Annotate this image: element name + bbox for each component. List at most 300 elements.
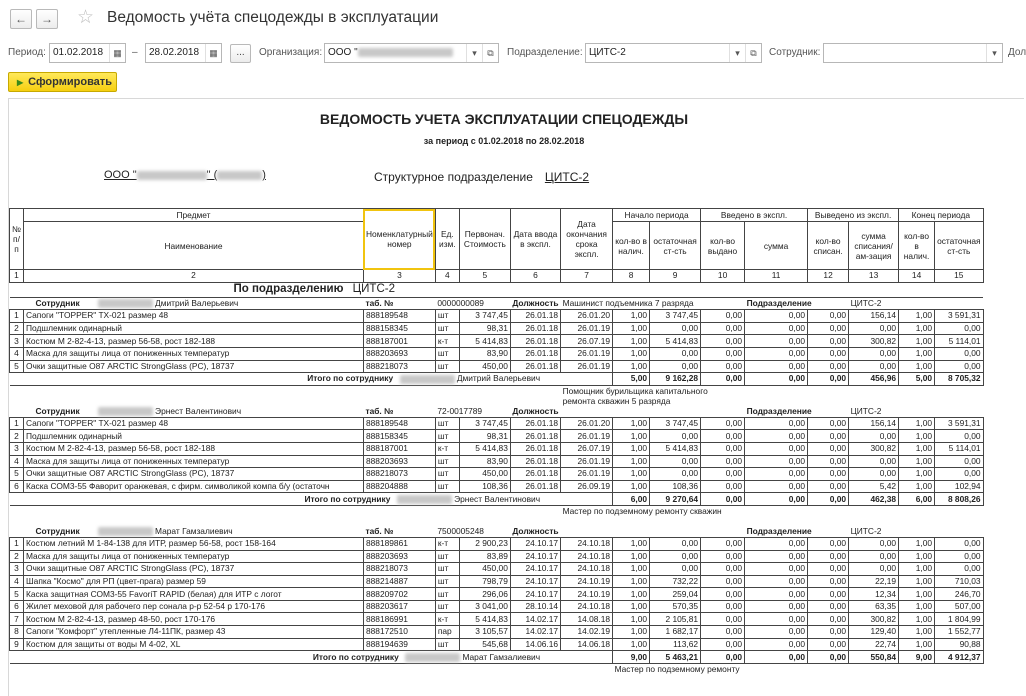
total-value: 456,96: [849, 373, 899, 386]
open-icon[interactable]: ⧉: [482, 44, 498, 62]
column-number: 11: [745, 270, 808, 283]
column-number: 1: [10, 270, 24, 283]
table-cell: 26.09.19: [561, 480, 613, 493]
table-cell: 1,00: [899, 588, 935, 601]
back-button[interactable]: [10, 9, 32, 29]
table-cell: 2: [10, 322, 24, 335]
table-cell: Маска для защиты лица от пониженных температур: [23, 550, 363, 563]
table-cell: Каска защитная СОМ3-55 FavoriT RAPID (белая) для ИТР с логот: [23, 588, 363, 601]
table-row[interactable]: [10, 575, 984, 588]
org-tail: " (: [206, 169, 218, 181]
table-cell: 0,00: [849, 347, 899, 360]
table-cell: 98,31: [459, 322, 510, 335]
org-close: ): [262, 169, 266, 181]
table-cell: 26.01.18: [510, 480, 560, 493]
table-cell: 1,00: [899, 626, 935, 639]
table-cell: 0,00: [701, 335, 745, 348]
col-header-end: Конец периода: [899, 209, 983, 222]
table-cell: 0,00: [701, 480, 745, 493]
total-value: 462,38: [849, 493, 899, 506]
period-select-button[interactable]: ...: [230, 44, 251, 63]
table-cell: шт: [435, 417, 459, 430]
table-cell: 0,00: [650, 468, 701, 481]
table-cell: 26.07.19: [561, 335, 613, 348]
table-cell: 0,00: [650, 537, 701, 550]
table-cell: 63,35: [849, 600, 899, 613]
forward-button[interactable]: [36, 9, 58, 29]
department-value: ЦИТС-2: [849, 385, 983, 417]
table-cell: 24.10.18: [561, 550, 613, 563]
dropdown-icon[interactable]: ▾: [986, 44, 1002, 62]
table-cell: Сапоги "TOPPER" TX-021 размер 48: [23, 417, 363, 430]
table-cell: 3: [10, 335, 24, 348]
table-row[interactable]: [10, 638, 984, 651]
period-label: Период:: [8, 47, 46, 58]
employee-name: Дмитрий Валерьевич: [155, 297, 239, 308]
table-cell: 7: [10, 613, 24, 626]
play-icon: ▶: [17, 78, 24, 87]
table-cell: Подшлемник одинарный: [23, 322, 363, 335]
table-cell: шт: [435, 563, 459, 576]
report-table: [9, 208, 984, 676]
table-cell: 0,00: [808, 310, 849, 323]
table-cell: 0,00: [701, 588, 745, 601]
table-cell: 0,00: [701, 600, 745, 613]
employee-label: Сотрудник:: [769, 47, 821, 58]
table-cell: 545,68: [459, 638, 510, 651]
total-value: 5 463,21: [650, 651, 701, 664]
table-row[interactable]: [10, 442, 984, 455]
total-value: 0,00: [745, 493, 808, 506]
column-number: 2: [23, 270, 363, 283]
table-cell: 26.01.18: [510, 335, 560, 348]
table-cell: 0,00: [935, 360, 983, 373]
department-field[interactable]: [585, 43, 762, 63]
table-cell: 0,00: [701, 613, 745, 626]
table-row[interactable]: [10, 550, 984, 563]
table-row[interactable]: [10, 468, 984, 481]
table-cell: 1,00: [613, 550, 650, 563]
total-value: 6,00: [899, 493, 935, 506]
table-cell: 0,00: [701, 442, 745, 455]
table-cell: 26.01.18: [510, 468, 560, 481]
open-icon[interactable]: ⧉: [745, 44, 761, 62]
table-cell: 26.01.19: [561, 347, 613, 360]
table-cell: 246,70: [935, 588, 983, 601]
table-row[interactable]: [10, 537, 984, 550]
table-cell: 4: [10, 575, 24, 588]
table-cell: 1,00: [899, 430, 935, 443]
table-cell: шт: [435, 480, 459, 493]
department-label: Подразделение:: [507, 47, 583, 58]
total-value: 9 270,64: [650, 493, 701, 506]
table-cell: 0,00: [935, 322, 983, 335]
table-cell: 8: [10, 626, 24, 639]
table-cell: 6: [10, 600, 24, 613]
table-cell: 24.10.18: [561, 600, 613, 613]
position-value: Мастер по подземному ремонту: [614, 664, 740, 675]
table-cell: 5 414,83: [650, 335, 701, 348]
report-organization: [104, 169, 266, 181]
table-cell: шт: [435, 588, 459, 601]
table-cell: 83,90: [459, 455, 510, 468]
table-cell: 0,00: [808, 455, 849, 468]
table-cell: 12,34: [849, 588, 899, 601]
org-prefix: ООО ": [104, 169, 137, 181]
column-numbers-row: [10, 270, 984, 283]
table-cell: 24.10.17: [510, 550, 560, 563]
table-cell: 26.01.19: [561, 360, 613, 373]
table-cell: 0,00: [745, 600, 808, 613]
table-cell: 798,79: [459, 575, 510, 588]
table-cell: 0,00: [935, 430, 983, 443]
generate-button[interactable]: [8, 72, 117, 92]
table-cell: 5 414,83: [650, 442, 701, 455]
table-cell: Маска для защиты лица от пониженных температур: [23, 347, 363, 360]
col-header-cost: Первонач. Стоимость: [459, 209, 510, 270]
calendar-icon[interactable]: ▦: [205, 44, 221, 62]
table-cell: 14.06.18: [561, 638, 613, 651]
table-cell: Жилет меховой для рабочего пер сонала р-р 52-54 р 170-176: [23, 600, 363, 613]
table-cell: Костюм М 2-82-4-13, размер 48-50, рост 170-176: [23, 613, 363, 626]
table-cell: 0,00: [745, 360, 808, 373]
group-value: ЦИТС-2: [352, 283, 395, 296]
table-cell: шт: [435, 360, 459, 373]
table-cell: 888214887: [363, 575, 435, 588]
table-cell: 450,00: [459, 563, 510, 576]
redacted-text: [98, 407, 153, 416]
table-row[interactable]: [10, 360, 984, 373]
total-label: Итого по сотруднику: [304, 493, 391, 504]
table-cell: 888204888: [363, 480, 435, 493]
table-cell: 888187001: [363, 335, 435, 348]
table-cell: 0,00: [745, 417, 808, 430]
col-header-sum-written: сумма списания/ам-зация: [849, 222, 899, 270]
department-label: Подразделение: [745, 505, 849, 537]
report-title: ВЕДОМОСТЬ УЧЕТА ЭКСПЛУАТАЦИИ СПЕЦОДЕЖДЫ: [319, 111, 689, 127]
table-cell: 90,88: [935, 638, 983, 651]
column-number: 14: [899, 270, 935, 283]
table-cell: 0,00: [808, 588, 849, 601]
table-cell: 22,74: [849, 638, 899, 651]
total-value: 9,00: [613, 651, 650, 664]
table-cell: 0,00: [701, 322, 745, 335]
table-cell: 1,00: [613, 347, 650, 360]
table-cell: 0,00: [808, 347, 849, 360]
department-label: Подразделение: [745, 385, 849, 417]
window-title: Ведомость учёта спецодежды в эксплуатации: [107, 9, 439, 26]
table-cell: 0,00: [808, 626, 849, 639]
table-cell: 888209702: [363, 588, 435, 601]
table-cell: шт: [435, 600, 459, 613]
table-cell: 0,00: [745, 575, 808, 588]
organization-label: Организация:: [259, 47, 323, 58]
total-value: 550,84: [849, 651, 899, 664]
table-cell: [10, 373, 24, 386]
table-cell: 0,00: [808, 600, 849, 613]
table-cell: 888189548: [363, 310, 435, 323]
table-cell: 5: [10, 360, 24, 373]
table-cell: 26.07.19: [561, 442, 613, 455]
table-cell: 0,00: [701, 575, 745, 588]
table-cell: 0,00: [808, 335, 849, 348]
table-cell: 1,00: [613, 600, 650, 613]
table-cell: 5 414,83: [459, 613, 510, 626]
table-row[interactable]: [10, 626, 984, 639]
col-header-date-end: Дата окончания срока экспл.: [561, 209, 613, 270]
table-cell: 1,00: [899, 347, 935, 360]
table-cell: Костюм М 2-82-4-13, размер 56-58, рост 182-188: [23, 442, 363, 455]
table-cell: 83,89: [459, 550, 510, 563]
total-value: 5,00: [899, 373, 935, 386]
total-value: 4 912,37: [935, 651, 983, 664]
table-cell: шт: [435, 430, 459, 443]
table-cell: 300,82: [849, 335, 899, 348]
table-cell: Очки защитные О87 ARCTIC StrongGlass (PC), 18737: [23, 360, 363, 373]
table-cell: 0,00: [808, 550, 849, 563]
table-cell: 0,00: [849, 563, 899, 576]
redacted-text: [98, 299, 153, 308]
table-row[interactable]: [10, 417, 984, 430]
table-cell: 1,00: [899, 613, 935, 626]
table-cell: 1,00: [899, 360, 935, 373]
redacted-text: [405, 653, 460, 662]
table-cell: 5 414,83: [459, 335, 510, 348]
table-cell: 888218073: [363, 468, 435, 481]
table-cell: 4: [10, 347, 24, 360]
table-cell: 0,00: [701, 455, 745, 468]
table-cell: 888189548: [363, 417, 435, 430]
table-cell: 5: [10, 468, 24, 481]
table-cell: Костюм М 2-82-4-13, размер 56-58, рост 182-188: [23, 335, 363, 348]
table-cell: 1,00: [613, 468, 650, 481]
col-header-name: Наименование: [23, 222, 363, 270]
dept-value: ЦИТС-2: [544, 170, 590, 184]
table-cell: 0,00: [935, 455, 983, 468]
column-number: 13: [849, 270, 899, 283]
table-cell: Маска для защиты лица от пониженных температур: [23, 455, 363, 468]
table-cell: 0,00: [849, 360, 899, 373]
table-cell: [10, 505, 24, 537]
table-cell: к-т: [435, 537, 459, 550]
table-cell: 3 747,45: [459, 310, 510, 323]
table-row[interactable]: [10, 480, 984, 493]
table-cell: 26.01.20: [561, 417, 613, 430]
table-cell: 300,82: [849, 442, 899, 455]
employee-cell: [23, 385, 363, 417]
table-row[interactable]: [10, 588, 984, 601]
employee-cell: [23, 297, 363, 310]
table-cell: 26.01.18: [510, 442, 560, 455]
total-label-cell: [23, 651, 612, 664]
table-cell: 888203693: [363, 455, 435, 468]
table-cell: 24.10.18: [561, 537, 613, 550]
table-cell: 0,00: [745, 613, 808, 626]
redacted-text: [137, 171, 207, 180]
table-cell: 0,00: [808, 638, 849, 651]
employee-field[interactable]: [823, 43, 1003, 63]
table-cell: 2: [10, 550, 24, 563]
table-cell: шт: [435, 575, 459, 588]
table-cell: к-т: [435, 613, 459, 626]
table-cell: [10, 663, 613, 676]
date-from-field[interactable]: [49, 43, 126, 63]
column-number: 4: [435, 270, 459, 283]
table-row[interactable]: [10, 563, 984, 576]
table-cell: 1,00: [899, 638, 935, 651]
table-cell: шт: [435, 638, 459, 651]
table-cell: 1,00: [899, 563, 935, 576]
column-number: 5: [459, 270, 510, 283]
table-cell: 1,00: [899, 537, 935, 550]
table-cell: 26.01.18: [510, 430, 560, 443]
table-cell: шт: [435, 347, 459, 360]
employee-name: Эрнест Валентинович: [155, 405, 242, 416]
column-number: 3: [363, 270, 435, 283]
table-cell: 0,00: [849, 537, 899, 550]
total-label-cell: [23, 493, 612, 506]
employee-name: Марат Гамзалиевич: [462, 651, 541, 662]
department-value: ЦИТС-2: [849, 505, 983, 537]
column-number: 10: [701, 270, 745, 283]
employee-header-row: [10, 505, 984, 537]
table-row[interactable]: [10, 455, 984, 468]
organization-field[interactable]: [324, 43, 499, 63]
table-cell: 108,36: [459, 480, 510, 493]
arrow-right-icon: →: [41, 12, 53, 26]
col-header-qty-on-hand-end: кол-во в налич.: [899, 222, 935, 270]
table-cell: 24.10.18: [561, 563, 613, 576]
table-cell: 888203617: [363, 600, 435, 613]
table-cell: 0,00: [745, 588, 808, 601]
table-cell: 26.01.19: [561, 455, 613, 468]
table-cell: 14.02.17: [510, 613, 560, 626]
period-dash: –: [132, 47, 138, 58]
table-cell: 0,00: [701, 417, 745, 430]
col-header-no: № п/п: [10, 209, 24, 270]
table-cell: 888194639: [363, 638, 435, 651]
department-value: ЦИТС-2: [849, 297, 983, 310]
table-cell: 732,22: [650, 575, 701, 588]
employee-name: Дмитрий Валерьевич: [456, 373, 541, 384]
tab-number: 0000000089: [435, 297, 510, 310]
table-cell: 1: [10, 417, 24, 430]
total-value: 0,00: [808, 493, 849, 506]
tab-label: таб. №: [363, 505, 435, 537]
col-header-nomen[interactable]: Номенклатурный номер: [363, 209, 435, 270]
tab-label: таб. №: [363, 385, 435, 417]
total-value: 0,00: [808, 651, 849, 664]
table-row[interactable]: [10, 613, 984, 626]
total-value: 5,00: [613, 373, 650, 386]
table-cell: 0,00: [935, 537, 983, 550]
table-row[interactable]: [10, 600, 984, 613]
col-header-residual: остаточная ст-сть: [650, 222, 701, 270]
employee-label: Сотрудник: [35, 297, 80, 308]
table-cell: 14.02.17: [510, 626, 560, 639]
table-cell: 22,19: [849, 575, 899, 588]
table-cell: 83,90: [459, 347, 510, 360]
table-cell: 3 591,31: [935, 417, 983, 430]
table-cell: 0,00: [808, 468, 849, 481]
department-value: ЦИТС-2: [589, 47, 626, 58]
col-header-item: Предмет: [23, 209, 363, 222]
table-cell: 24.10.17: [510, 575, 560, 588]
table-row[interactable]: [10, 430, 984, 443]
table-cell: к-т: [435, 335, 459, 348]
col-header-start: Начало периода: [613, 209, 701, 222]
table-cell: Костюм летний М 1-84-138 для ИТР, размер 56-58, рост 158-164: [23, 537, 363, 550]
table-cell: 1,00: [899, 600, 935, 613]
tab-label: таб. №: [363, 297, 435, 310]
table-cell: 26.01.18: [510, 347, 560, 360]
table-cell: шт: [435, 455, 459, 468]
date-from-value: 01.02.2018: [53, 47, 104, 58]
table-cell: 3 747,45: [650, 417, 701, 430]
table-cell: 26.01.18: [510, 310, 560, 323]
report-sheet[interactable]: [8, 98, 1024, 696]
table-cell: 1 552,77: [935, 626, 983, 639]
table-cell: 0,00: [650, 322, 701, 335]
table-cell: 450,00: [459, 360, 510, 373]
table-cell: 98,31: [459, 430, 510, 443]
table-cell: 1,00: [613, 310, 650, 323]
total-value: 9 162,28: [650, 373, 701, 386]
table-cell: 1,00: [613, 455, 650, 468]
favorite-star-icon[interactable]: ☆: [77, 7, 95, 28]
generate-label: Сформировать: [28, 76, 112, 88]
table-cell: 1,00: [613, 480, 650, 493]
position-label-cut: Дол: [1008, 47, 1026, 58]
table-cell: 1,00: [899, 310, 935, 323]
table-cell: 1,00: [613, 588, 650, 601]
table-row[interactable]: [10, 322, 984, 335]
dropdown-icon[interactable]: ▾: [466, 44, 482, 62]
table-cell: 1,00: [613, 575, 650, 588]
table-cell: Очки защитные О87 ARCTIC StrongGlass (PC), 18737: [23, 468, 363, 481]
date-to-value: 28.02.2018: [149, 47, 200, 58]
report-department: [374, 170, 589, 184]
total-label-cell: [23, 373, 612, 386]
table-cell: 1,00: [613, 638, 650, 651]
table-cell: 3 747,45: [459, 417, 510, 430]
col-header-residual-end: остаточная ст-сть: [935, 222, 983, 270]
table-cell: 0,00: [808, 480, 849, 493]
table-cell: 2: [10, 430, 24, 443]
dropdown-icon[interactable]: ▾: [729, 44, 745, 62]
tab-number: 7500005248: [435, 505, 510, 537]
table-row[interactable]: [10, 335, 984, 348]
arrow-left-icon: ←: [15, 12, 27, 26]
table-cell: 0,00: [701, 537, 745, 550]
table-cell: 0,00: [849, 550, 899, 563]
table-cell: шт: [435, 550, 459, 563]
table-row[interactable]: [10, 347, 984, 360]
column-number: 15: [935, 270, 983, 283]
table-cell: 300,82: [849, 613, 899, 626]
table-row[interactable]: [10, 310, 984, 323]
calendar-icon[interactable]: ▦: [109, 44, 125, 62]
table-cell: 9: [10, 638, 24, 651]
table-cell: 156,14: [849, 310, 899, 323]
date-to-field[interactable]: [145, 43, 222, 63]
table-cell: 0,00: [935, 550, 983, 563]
window-header: [0, 0, 1024, 38]
table-cell: 0,00: [745, 480, 808, 493]
table-cell: Сапоги "Комфорт" утепленные Л4-11ПК, размер 43: [23, 626, 363, 639]
col-header-out: Выведено из экспл.: [808, 209, 899, 222]
table-cell: 1,00: [899, 575, 935, 588]
